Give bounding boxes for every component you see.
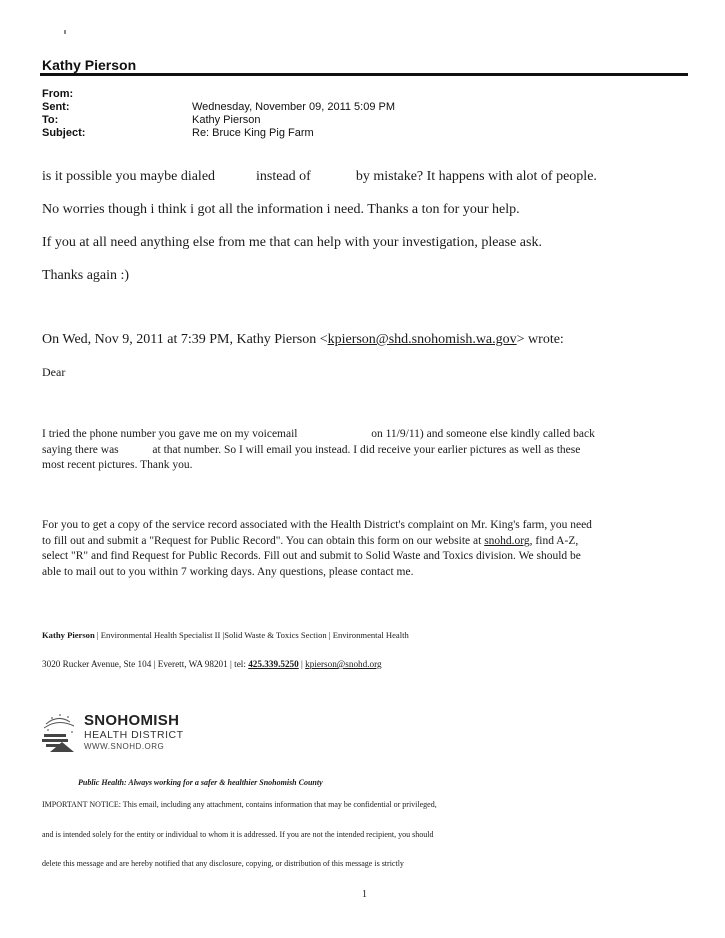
reply-line-1a: is it possible you maybe dialed (42, 169, 216, 184)
reply-line-3: If you at all need anything else from me that can help with your investigation, please ask. (42, 235, 542, 250)
signature-line-2 (42, 659, 382, 669)
quoted-para-2 (42, 518, 682, 580)
logo-graphic-icon (40, 708, 84, 756)
text: I tried the phone number you gave me on my voicemail (42, 428, 298, 440)
quoted-para-1-line-1 (42, 427, 682, 443)
subject-value: Re: Bruce King Pig Farm (192, 127, 314, 139)
notice-line-3: delete this message and are hereby notified that any disclosure, copying, or distribution of this message is strictly (42, 859, 404, 868)
quoted-para-2-line-3: select "R" and find Request for Public Records. Fill out and submit to Solid Waste and Toxics division. We should be (42, 550, 581, 562)
quoted-para-1-line-2 (42, 443, 682, 459)
signature-email[interactable]: kpierson@snohd.org (305, 659, 382, 669)
scan-mark (64, 30, 66, 34)
reply-line-4: Thanks again :) (42, 268, 130, 283)
header-rule (40, 73, 688, 76)
text: on 11/9/11) and someone else kindly called back (371, 428, 595, 440)
text: at that number. So I will email you instead. I did receive your earlier pictures as well as these (152, 443, 581, 456)
quoted-para-2-line-1: For you to get a copy of the service record associated with the Health District's complaint on Mr. King's farm, you need (42, 519, 592, 531)
to-label: To: (42, 114, 59, 126)
text: , find A-Z, (529, 534, 579, 547)
signature-title: | Environmental Health Specialist II |Solid Waste & Toxics Section | Environmental Health (94, 630, 409, 640)
signature-name: Kathy Pierson (42, 630, 95, 640)
quoted-para-2-line-4: able to mail out to you within 7 working days. Any questions, please contact me. (42, 565, 414, 578)
quoted-email-link[interactable]: kpierson@shd.snohomish.wa.gov (327, 332, 517, 347)
sent-value: Wednesday, November 09, 2011 5:09 PM (192, 101, 396, 113)
reply-line-1b: instead of (256, 169, 311, 184)
separator: | (298, 659, 306, 669)
signature-phone[interactable]: 425.339.5250 (248, 659, 299, 669)
notice-line-1: IMPORTANT NOTICE: This email, including any attachment, contains information that may be confidential or privileged, (42, 800, 437, 809)
subject-label: Subject: (42, 127, 86, 139)
reply-line-2: No worries though i think i got all the information i need. Thanks a ton for your help. (42, 202, 520, 217)
logo-subtitle: HEALTH DISTRICT (84, 729, 184, 741)
from-label: From: (42, 88, 74, 100)
text: to fill out and submit a "Request for Public Record". You can obtain this form on our website at (42, 534, 485, 547)
quoted-salutation: Dear (42, 365, 66, 379)
text: saying there was (42, 443, 119, 456)
website-link[interactable]: snohd.org (484, 534, 530, 547)
sent-label: Sent: (42, 101, 70, 113)
sender-name: Kathy Pierson (42, 57, 137, 73)
quoted-intro-text: On Wed, Nov 9, 2011 at 7:39 PM, Kathy Pierson < (42, 332, 328, 347)
logo-name: SNOHOMISH (84, 712, 180, 729)
quoted-intro (42, 332, 564, 348)
quoted-intro-end: > wrote: (516, 332, 564, 347)
reply-line-1 (42, 169, 597, 185)
tagline: Public Health: Always working for a safer & healthier Snohomish County (78, 778, 323, 787)
signature-address: 3020 Rucker Avenue, Ste 104 | Everett, WA 98201 | tel: (42, 659, 249, 669)
logo-url: WWW.SNOHD.ORG (84, 742, 165, 751)
to-value: Kathy Pierson (192, 114, 261, 126)
quoted-para-1-line-3: most recent pictures. Thank you. (42, 459, 193, 471)
page-number: 1 (362, 889, 367, 900)
quoted-para-2-line-2 (42, 534, 682, 550)
quoted-para-1 (42, 427, 682, 474)
signature-line-1 (42, 630, 409, 640)
notice-line-2: and is intended solely for the entity or individual to whom it is addressed. If you are not the intended recipient, you should (42, 830, 434, 839)
reply-line-1c: by mistake? It happens with alot of people. (355, 169, 597, 184)
